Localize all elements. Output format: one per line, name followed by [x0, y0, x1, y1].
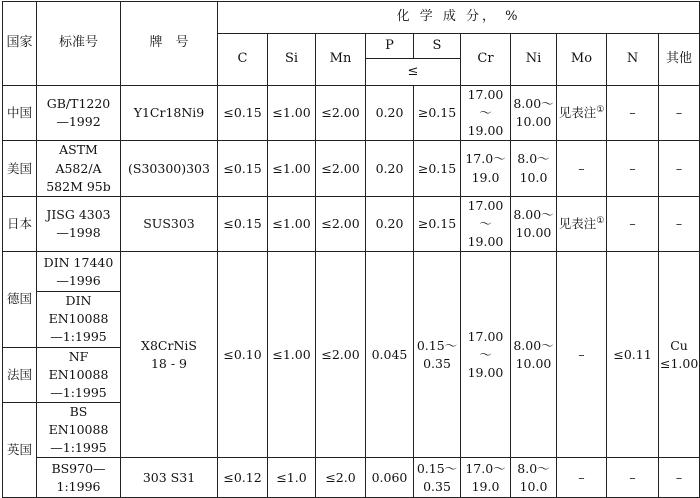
standard-cell: ASTM A582/A 582M 95b	[37, 141, 121, 196]
s-cell: ≥0.15	[414, 196, 461, 251]
standard-cell: DIN EN10088 —1:1995	[37, 292, 121, 347]
mn-cell: ≤2.0	[316, 458, 366, 498]
c-cell: ≤0.15	[218, 196, 268, 251]
mn-cell: ≤2.00	[316, 86, 366, 141]
si-cell: ≤1.0	[268, 458, 316, 498]
grade-cell: X8CrNiS 18 - 9	[121, 252, 218, 458]
other-cell: –	[659, 141, 700, 196]
col-ni: Ni	[511, 34, 557, 86]
ni-cell: 8.00～ 10.00	[511, 252, 557, 458]
country-cell: 中国	[3, 86, 37, 141]
cr-cell: 17.0～ 19.0	[461, 458, 511, 498]
table-row	[3, 252, 700, 292]
s-cell: 0.15～ 0.35	[414, 252, 461, 458]
standard-cell: NF EN10088 —1:1995	[37, 347, 121, 402]
si-cell: ≤1.00	[268, 196, 316, 251]
mo-cell: –	[557, 252, 607, 458]
steel-composition-table	[2, 1, 700, 498]
mn-cell: ≤2.00	[316, 252, 366, 458]
standard-cell: BS EN10088 —1:1995	[37, 402, 121, 457]
col-mo: Mo	[557, 34, 607, 86]
footnote-marker: ①	[596, 215, 605, 226]
table-row	[3, 196, 700, 251]
col-p: P	[366, 34, 414, 59]
country-cell-uk: 英国	[3, 402, 37, 497]
standard-header: 标准号	[37, 2, 121, 86]
grade-cell: (S30300)303	[121, 141, 218, 196]
mn-cell: ≤2.00	[316, 196, 366, 251]
s-cell: 0.15～ 0.35	[414, 458, 461, 498]
grade-header: 牌 号	[121, 2, 218, 86]
p-cell: 0.060	[366, 458, 414, 498]
p-cell: 0.20	[366, 141, 414, 196]
country-cell-germany: 德国	[3, 252, 37, 347]
other-cell: –	[659, 458, 700, 498]
ni-cell: 8.00～ 10.00	[511, 86, 557, 141]
table-row	[3, 86, 700, 141]
footnote-marker: ①	[596, 104, 605, 115]
c-cell: ≤0.12	[218, 458, 268, 498]
ni-cell: 8.0～ 10.0	[511, 141, 557, 196]
si-cell: ≤1.00	[268, 86, 316, 141]
country-cell: 日本	[3, 196, 37, 251]
cr-cell: 17.00～ 19.00	[461, 196, 511, 251]
grade-cell: Y1Cr18Ni9	[121, 86, 218, 141]
si-cell: ≤1.00	[268, 252, 316, 458]
mo-cell: 见表注①	[557, 196, 607, 251]
ni-cell: 8.00～ 10.00	[511, 196, 557, 251]
grade-cell: SUS303	[121, 196, 218, 251]
c-cell: ≤0.15	[218, 141, 268, 196]
col-mn: Mn	[316, 34, 366, 86]
country-header: 国家	[3, 2, 37, 86]
table-row	[3, 458, 700, 498]
country-cell-france: 法国	[3, 347, 37, 402]
cr-cell: 17.00～ 19.00	[461, 86, 511, 141]
n-cell: –	[607, 141, 659, 196]
n-cell: –	[607, 458, 659, 498]
standard-cell: DIN 17440 —1996	[37, 252, 121, 292]
country-cell: 美国	[3, 141, 37, 196]
n-cell: –	[607, 86, 659, 141]
standard-cell: JISG 4303 —1998	[37, 196, 121, 251]
si-cell: ≤1.00	[268, 141, 316, 196]
n-cell: ≤0.11	[607, 252, 659, 458]
col-si: Si	[268, 34, 316, 86]
ps-limit: ≤	[366, 59, 461, 86]
header-row-1	[3, 2, 700, 34]
p-cell: 0.20	[366, 196, 414, 251]
col-c: C	[218, 34, 268, 86]
cr-cell: 17.0～ 19.0	[461, 141, 511, 196]
composition-title: 化 学 成 分， %	[218, 2, 700, 34]
p-cell: 0.045	[366, 252, 414, 458]
mo-cell: –	[557, 458, 607, 498]
standard-cell: GB/T1220 —1992	[37, 86, 121, 141]
other-cell: –	[659, 196, 700, 251]
standard-cell: BS970— 1:1996	[37, 458, 121, 498]
s-cell: ≥0.15	[414, 86, 461, 141]
cr-cell: 17.00～ 19.00	[461, 252, 511, 458]
n-cell: –	[607, 196, 659, 251]
col-s: S	[414, 34, 461, 59]
ni-cell: 8.0～ 10.0	[511, 458, 557, 498]
s-cell: ≥0.15	[414, 141, 461, 196]
mo-cell: –	[557, 141, 607, 196]
col-n: N	[607, 34, 659, 86]
other-cell: Cu ≤1.00	[659, 252, 700, 458]
other-cell: –	[659, 86, 700, 141]
table-row	[3, 141, 700, 196]
c-cell: ≤0.10	[218, 252, 268, 458]
c-cell: ≤0.15	[218, 86, 268, 141]
p-cell: 0.20	[366, 86, 414, 141]
grade-cell: 303 S31	[121, 458, 218, 498]
mo-cell: 见表注①	[557, 86, 607, 141]
col-other: 其他	[659, 34, 700, 86]
col-cr: Cr	[461, 34, 511, 86]
mn-cell: ≤2.00	[316, 141, 366, 196]
